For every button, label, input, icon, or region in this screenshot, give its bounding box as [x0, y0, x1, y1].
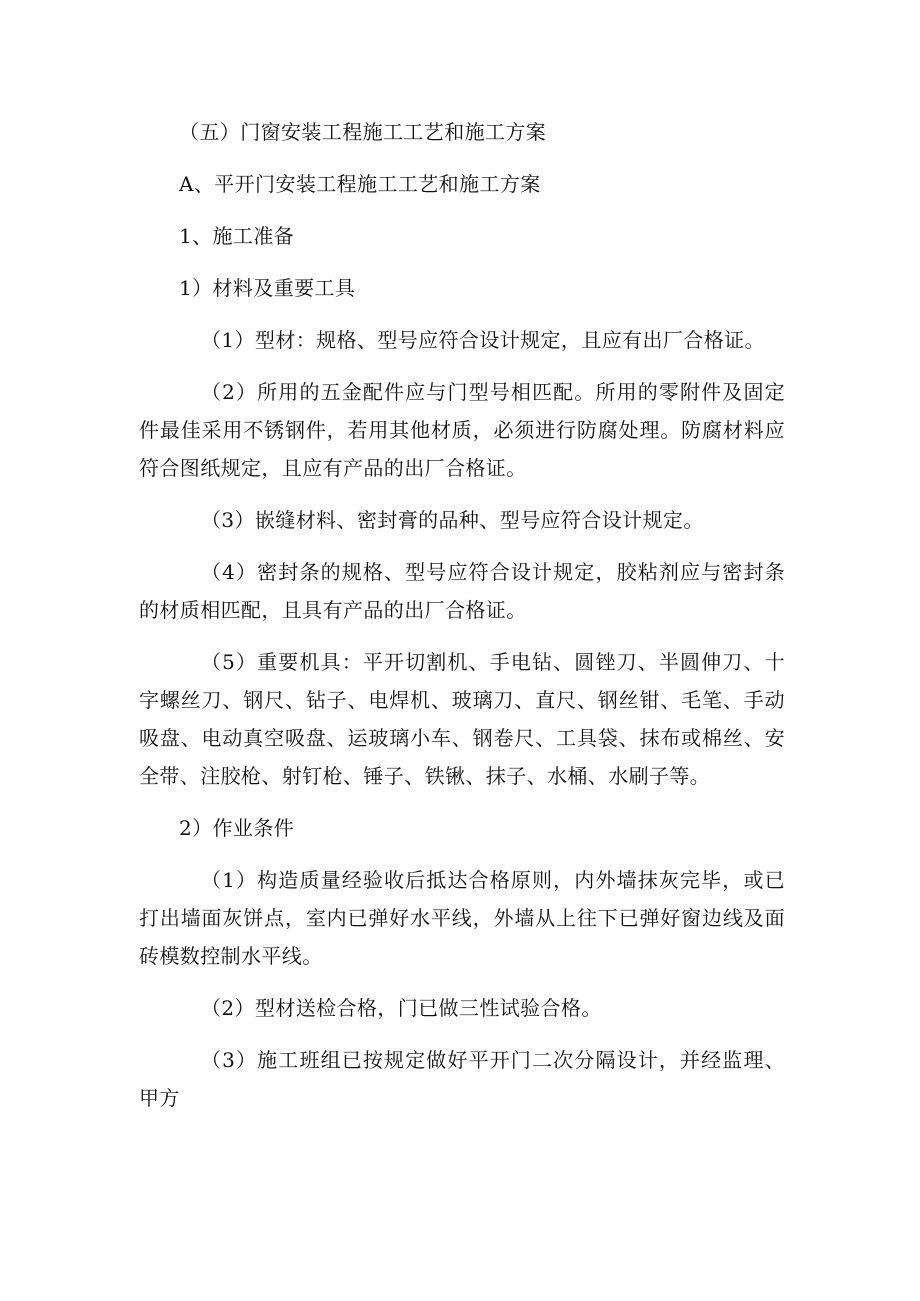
document-body	[139, 113, 785, 1131]
paragraph: （3）施工班组已按规定做好平开门二次分隔设计，并经监理、甲方	[139, 1048, 785, 1110]
paragraph: （4）密封条的规格、型号应符合设计规定，胶粘剂应与密封条的材质相匹配，且具有产品的出厂合格证。	[139, 560, 785, 622]
paragraph: （1）构造质量经验收后抵达合格原则，内外墙抹灰完毕，或已打出墙面灰饼点，室内已弹好水平线，外墙从上往下已弹好窗边线及面砖模数控制水平线。	[139, 868, 785, 968]
section-heading: （五）门窗安装工程施工工艺和施工方案	[179, 120, 547, 144]
paragraph: （5）重要机具：平开切割机、手电钻、圆锉刀、半圆伸刀、十字螺丝刀、钢尺、钻子、电焊机、玻璃刀、直尺、钢丝钳、毛笔、手动吸盘、电动真空吸盘、运玻璃小车、钢卷尺、工具袋、抹布或棉丝、安全带、注胶枪、射钉枪、锤子、铁锹、抹子、水桶、水刷子等。	[139, 650, 785, 788]
sub-item-heading: 1）材料及重要工具	[179, 276, 356, 300]
sub-item-heading: 2）作业条件	[179, 816, 295, 840]
paragraph: （2）型材送检合格，门已做三性试验合格。	[201, 996, 602, 1020]
subsection-heading: A、平开门安装工程施工工艺和施工方案	[179, 172, 541, 196]
item-heading: 1、施工准备	[179, 224, 295, 248]
paragraph: （3）嵌缝材料、密封膏的品种、型号应符合设计规定。	[201, 508, 704, 532]
paragraph: （1）型材：规格、型号应符合设计规定，且应有出厂合格证。	[201, 328, 765, 352]
paragraph: （2）所用的五金配件应与门型号相匹配。所用的零附件及固定件最佳采用不锈钢件，若用其他材质，必须进行防腐处理。防腐材料应符合图纸规定，且应有产品的出厂合格证。	[139, 380, 785, 480]
